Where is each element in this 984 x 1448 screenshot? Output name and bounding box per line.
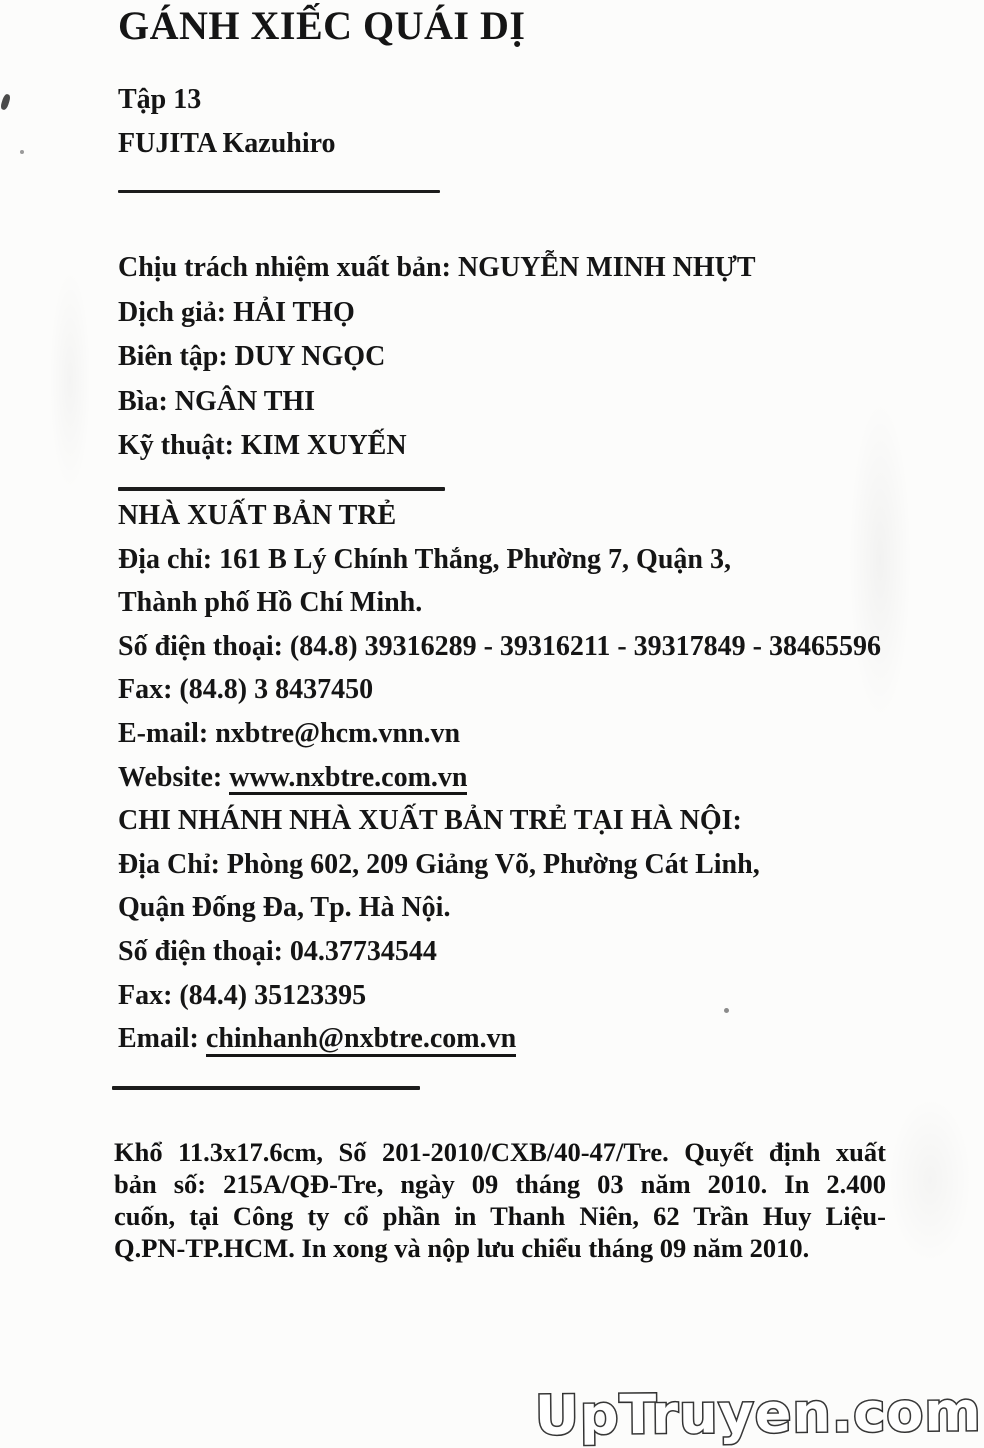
divider-colophon: [112, 1086, 420, 1090]
colophon-line: Q.PN-TP.HCM. In xong và nộp lưu chiểu tháng 09 năm 2010.: [114, 1233, 810, 1263]
volume-label: Tập 13: [118, 84, 202, 115]
branch-email-label: Email:: [118, 1023, 206, 1055]
credit-line-publishing-responsible: Chịu trách nhiệm xuất bản: NGUYỄN MINH NHỰT: [118, 252, 756, 283]
publisher-website-url: www.nxbtre.com.vn: [229, 763, 467, 795]
credit-line-editor: Biên tập: DUY NGỌC: [118, 341, 386, 373]
publisher-email-address: nxbtre@hcm.vnn.vn: [215, 717, 461, 749]
credit-line-cover: Bìa: NGÂN THI: [118, 385, 316, 417]
publisher-website-label: Website:: [118, 761, 230, 793]
publisher-fax: Fax: (84.8) 3 8437450: [118, 674, 374, 706]
credits-block: [118, 246, 756, 469]
branch-heading: CHI NHÁNH NHÀ XUẤT BẢN TRẺ TẠI HÀ NỘI:: [118, 805, 742, 837]
branch-address-line2: Quận Đống Đa, Tp. Hà Nội.: [118, 892, 451, 924]
publisher-address-line1: Địa chỉ: 161 B Lý Chính Thắng, Phường 7, Quận 3,: [118, 543, 731, 575]
divider-publisher: [118, 487, 445, 491]
branch-fax: Fax: (84.4) 35123395: [118, 979, 367, 1011]
branch-phone: Số điện thoại: 04.37734544: [118, 935, 437, 967]
scan-speck: [724, 1008, 729, 1013]
colophon-line: cuốn, tại Công ty cổ phần in Thanh Niên, 62 Trần Huy Liệu-: [114, 1201, 886, 1231]
credit-line-technical: Kỹ thuật: KIM XUYẾN: [118, 430, 407, 462]
uptruyen-watermark: UpTruyen.com: [535, 1380, 983, 1447]
publisher-name: NHÀ XUẤT BẢN TRẺ: [118, 500, 397, 531]
branch-address-line1: Địa Chỉ: Phòng 602, 209 Giảng Võ, Phường Cát Linh,: [118, 848, 760, 880]
publisher-website-line: [118, 756, 881, 800]
publisher-address-line2: Thành phố Hồ Chí Minh.: [118, 587, 423, 619]
scan-speck: [0, 93, 11, 110]
publisher-phone: Số điện thoại: (84.8) 39316289 - 39316211 - 39317849 - 38465596: [118, 630, 881, 662]
divider-top: [118, 190, 440, 193]
publisher-email-label: E-mail:: [118, 717, 216, 749]
colophon-block: [114, 1136, 886, 1264]
colophon-line: bản số: 215A/QĐ-Tre, ngày 09 tháng 03 năm 2010. In 2.400: [114, 1169, 886, 1199]
publisher-block: [118, 494, 881, 1061]
branch-email-line: [118, 1017, 881, 1061]
branch-email-address: chinhanh@nxbtre.com.vn: [206, 1024, 516, 1056]
colophon-line: Khổ 11.3x17.6cm, Số 201-2010/CXB/40-47/Tre. Quyết định xuất: [114, 1137, 886, 1167]
book-title: GÁNH XIẾC QUÁI DỊ: [118, 3, 526, 48]
author-name: FUJITA Kazuhiro: [118, 128, 336, 159]
credit-line-translator: Dịch giả: HẢI THỌ: [118, 296, 355, 328]
publisher-email-line: [118, 712, 881, 756]
scan-speck: [20, 150, 24, 154]
